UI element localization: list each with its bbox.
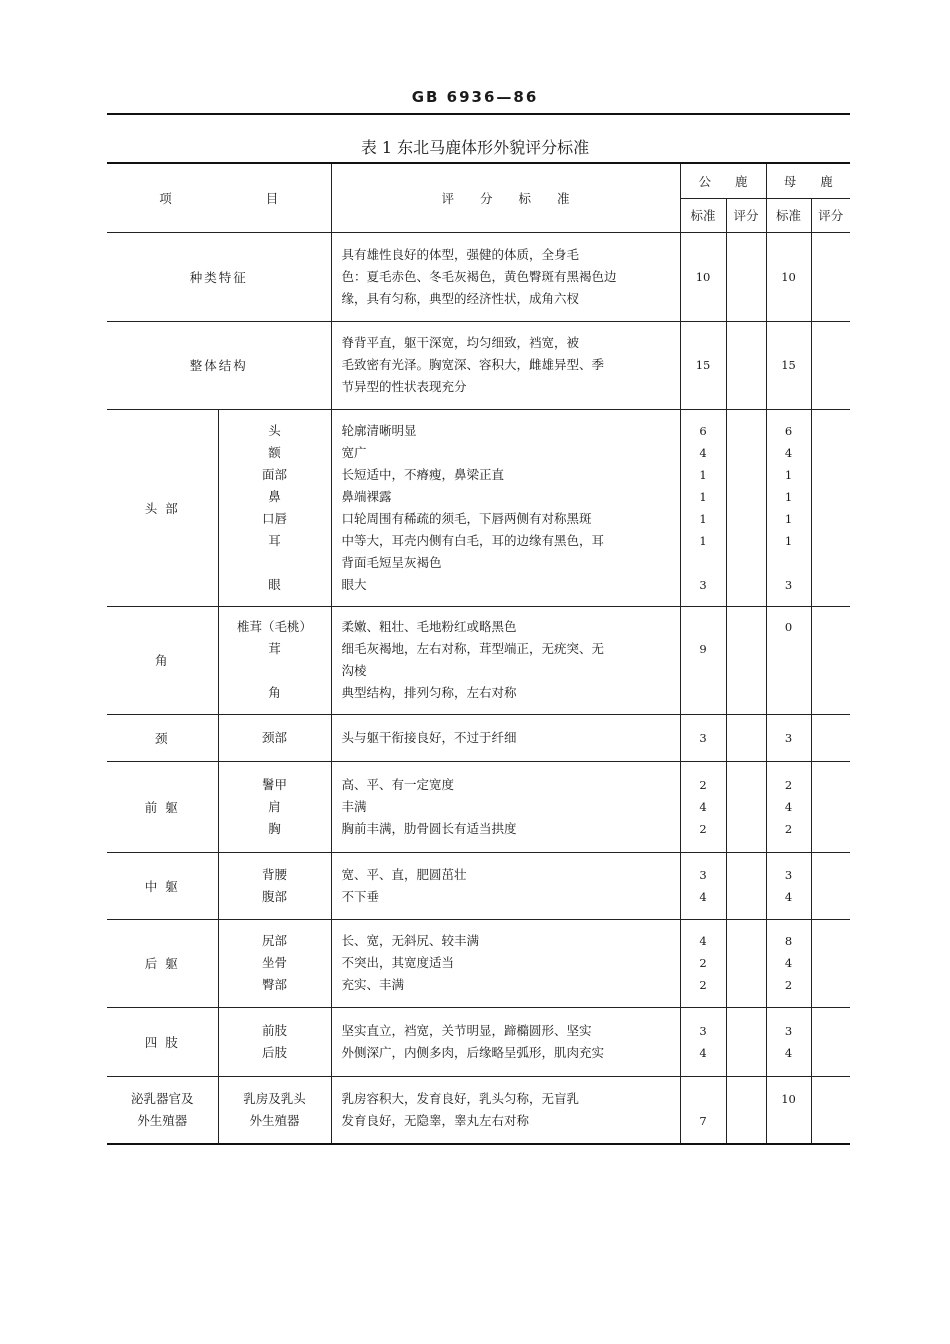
female-standard-line: 2 [784, 821, 793, 836]
sub-item [218, 852, 331, 919]
criteria-text [331, 1007, 680, 1076]
sub-item [218, 409, 331, 606]
sub-item-line: 后肢 [262, 1044, 288, 1060]
female-score [811, 1076, 850, 1144]
male-standard [680, 714, 726, 761]
female-standard [766, 761, 811, 852]
criteria-text-line: 具有雄性良好的体型，强健的体质，全身毛 [341, 246, 580, 262]
criteria-text [331, 714, 680, 761]
female-standard-line: 1 [784, 511, 793, 526]
criteria-text-line: 高、平、有一定宽度 [341, 776, 455, 792]
table-row [107, 852, 850, 919]
criteria-text-line: 毛致密有光泽。胸宽深、容积大，雌雄异型、季 [341, 357, 605, 372]
sub-item [218, 606, 331, 714]
male-standard-line: 1 [699, 467, 707, 482]
criteria-text [331, 321, 680, 409]
female-standard [766, 919, 811, 1007]
header-rule [107, 113, 850, 115]
table-row [107, 1007, 850, 1076]
male-standard [680, 1007, 726, 1076]
criteria-text-line: 轮廓清晰明显 [341, 422, 417, 438]
criteria-text-line: 头与躯干衔接良好，不过于纤细 [341, 729, 517, 745]
sub-item [218, 1076, 331, 1144]
male-standard-line: 1 [699, 511, 707, 526]
female-score [811, 606, 850, 714]
male-score [726, 409, 766, 606]
sub-item-line: 鼻 [268, 488, 281, 504]
criteria-text-line: 充实、丰满 [341, 977, 405, 992]
male-standard-line [681, 660, 726, 682]
male-score [726, 919, 766, 1007]
table-row [107, 1076, 850, 1144]
female-standard [766, 1076, 811, 1144]
female-score [811, 714, 850, 761]
table-row [107, 409, 850, 606]
item-label: 泌乳器官及 外生殖器 [107, 1076, 218, 1144]
male-standard-line: 3 [699, 730, 707, 745]
criteria-text [331, 606, 680, 714]
male-standard [680, 409, 726, 606]
male-standard-line: 4 [699, 889, 707, 904]
sub-item-line: 耳 [268, 532, 281, 548]
female-standard-line [767, 638, 811, 660]
criteria-text-line: 口轮周围有稀疏的须毛，下唇两侧有对称黑斑 [341, 510, 592, 526]
sub-item-line: 颈部 [262, 729, 288, 745]
female-score [811, 761, 850, 852]
male-standard [680, 321, 726, 409]
header-male-standard: 标准 [680, 198, 726, 232]
male-standard-line: 3 [699, 1023, 707, 1038]
item-label: 后 躯 [107, 919, 218, 1007]
sub-item-line: 鬐甲 [262, 776, 288, 792]
criteria-text-line: 坚实直立，裆宽，关节明显，蹄橢圆形、坚实 [341, 1022, 592, 1038]
male-score [726, 714, 766, 761]
item-label: 颈 [107, 714, 218, 761]
sub-item [218, 919, 331, 1007]
female-score [811, 852, 850, 919]
female-standard-line: 1 [784, 489, 793, 504]
male-standard-line: 4 [699, 799, 707, 814]
female-standard-line: 3 [784, 1023, 793, 1038]
female-score [811, 1007, 850, 1076]
sub-item-line: 前肢 [262, 1022, 288, 1038]
female-standard-line [767, 552, 811, 574]
male-standard [680, 606, 726, 714]
sub-item-line [219, 660, 331, 682]
criteria-text-line: 细毛灰褐地，左右对称，茸型端正，无疣突、无 [341, 641, 605, 656]
header-male-score: 评分 [726, 198, 766, 232]
sub-item-line [219, 552, 331, 574]
criteria-text-line: 脊背平直，躯干深宽，均匀细致，裆宽，被 [341, 335, 580, 350]
criteria-text-line: 沟棱 [341, 663, 367, 678]
male-standard-line: 9 [699, 642, 707, 656]
sub-item-line: 头 [268, 422, 281, 438]
table-row [107, 321, 850, 409]
male-standard-line: 6 [699, 423, 707, 438]
document-code: GB 6936—86 [411, 88, 539, 106]
item-label: 种类特征 [107, 232, 331, 321]
male-score [726, 321, 766, 409]
table-row [107, 606, 850, 714]
male-standard-line: 2 [699, 978, 707, 992]
male-standard [680, 232, 726, 321]
female-standard-line: 4 [784, 799, 793, 814]
male-standard-line: 3 [699, 577, 707, 592]
male-score [726, 606, 766, 714]
female-standard [766, 714, 811, 761]
table-row [107, 761, 850, 852]
sub-item-line: 面部 [262, 466, 288, 482]
table-title: 表 1 东北马鹿体形外貌评分标准 [360, 138, 590, 157]
female-standard [766, 321, 811, 409]
sub-item-line: 背腰 [262, 866, 288, 882]
female-standard-line: 6 [784, 423, 793, 438]
male-score [726, 761, 766, 852]
female-standard-line [767, 1110, 811, 1132]
male-standard [680, 1076, 726, 1144]
sub-item-line: 外生殖器 [249, 1112, 300, 1128]
criteria-text-line: 缘，具有匀称，典型的经济性状，成角六杈 [341, 290, 580, 306]
sub-item-line: 椎茸（毛桃） [237, 619, 313, 634]
sub-item [218, 1007, 331, 1076]
female-standard-line: 4 [784, 889, 793, 904]
table-row [107, 714, 850, 761]
female-standard [766, 852, 811, 919]
criteria-text-line: 色：夏毛赤色、冬毛灰褐色，黄色臀斑有黑褐色边 [341, 268, 617, 284]
male-score [726, 232, 766, 321]
criteria-text-line: 长短适中，不瘠瘦，鼻梁正直 [341, 466, 505, 482]
male-standard-line: 4 [699, 1045, 707, 1060]
female-standard-line [767, 660, 811, 682]
scoring-table [107, 162, 850, 1145]
male-standard-line: 1 [699, 489, 707, 504]
male-standard [680, 919, 726, 1007]
sub-item-line: 角 [268, 685, 281, 700]
female-standard [766, 232, 811, 321]
female-score [811, 232, 850, 321]
sub-item-line: 胸 [268, 820, 281, 836]
criteria-text-line: 发育良好，无隐睾，睾丸左右对称 [341, 1112, 530, 1128]
female-standard-line: 4 [784, 956, 793, 970]
male-standard-line: 4 [699, 934, 707, 948]
criteria-text-line: 外侧深广，内侧多肉，后缘略呈弧形，肌肉充实 [341, 1044, 605, 1060]
criteria-text-line: 乳房容积大，发育良好，乳头匀称，无盲乳 [341, 1090, 580, 1106]
criteria-text-line: 宽、平、直，肥圆茁壮 [341, 866, 467, 882]
male-standard-line: 4 [699, 445, 707, 460]
table-row [107, 919, 850, 1007]
criteria-text [331, 761, 680, 852]
criteria-text [331, 919, 680, 1007]
item-label: 整体结构 [107, 321, 331, 409]
sub-item-line: 口唇 [262, 510, 288, 526]
criteria-text-line: 不突出，其宽度适当 [341, 955, 455, 970]
female-standard-line: 4 [784, 445, 793, 460]
criteria-text-line: 不下垂 [341, 888, 380, 904]
item-label: 四 肢 [107, 1007, 218, 1076]
female-standard-line: 3 [784, 577, 793, 592]
sub-item-line: 额 [268, 444, 281, 460]
female-standard-line: 8 [784, 934, 793, 948]
header-female-standard: 标准 [766, 198, 811, 232]
male-standard-line: 3 [699, 867, 707, 882]
male-standard-line [681, 616, 726, 638]
sub-item-line: 尻部 [262, 933, 288, 948]
criteria-text-line: 长、宽，无斜尻、较丰满 [341, 933, 480, 948]
male-standard-line [681, 552, 726, 574]
female-standard-line: 2 [784, 777, 793, 792]
female-standard-line: 3 [784, 730, 793, 745]
criteria-text-line: 典型结构，排列匀称，左右对称 [341, 685, 517, 700]
header-item: 项 目 [107, 163, 331, 232]
table-row [107, 232, 850, 321]
criteria-text-line: 丰满 [341, 798, 367, 814]
criteria-text [331, 1076, 680, 1144]
header-female-score: 评分 [811, 198, 850, 232]
sub-item-line: 臀部 [262, 977, 288, 992]
sub-item-line: 茸 [268, 641, 281, 656]
female-standard-line: 4 [784, 1045, 793, 1060]
female-standard [766, 1007, 811, 1076]
sub-item-line: 眼 [268, 576, 281, 592]
female-standard [766, 409, 811, 606]
female-standard-line: 10 [781, 1091, 796, 1106]
criteria-text-line: 中等大，耳壳内侧有白毛，耳的边缘有黑色，耳 [341, 532, 605, 548]
female-score [811, 409, 850, 606]
female-standard-line: 1 [784, 533, 793, 548]
male-standard-line: 2 [699, 956, 707, 970]
criteria-text-line: 背面毛短呈灰褐色 [341, 554, 442, 570]
header-male: 公 鹿 [680, 163, 766, 198]
item-label: 前 躯 [107, 761, 218, 852]
criteria-text [331, 409, 680, 606]
male-standard [680, 761, 726, 852]
criteria-text-line: 眼大 [341, 576, 367, 592]
male-standard-line [681, 1088, 726, 1110]
female-score [811, 919, 850, 1007]
male-standard-line: 7 [699, 1113, 707, 1128]
male-score [726, 852, 766, 919]
criteria-text-line: 柔嫩、粗壮、毛地粉红或略黑色 [341, 619, 517, 634]
sub-item [218, 761, 331, 852]
sub-item [218, 714, 331, 761]
header-female: 母 鹿 [766, 163, 850, 198]
female-standard-line [767, 682, 811, 704]
female-standard-line: 1 [784, 467, 793, 482]
female-standard-line: 2 [784, 978, 793, 992]
female-score [811, 321, 850, 409]
male-standard-line: 1 [699, 533, 707, 548]
female-standard [766, 606, 811, 714]
male-standard [680, 852, 726, 919]
male-score [726, 1007, 766, 1076]
male-standard-line: 2 [699, 821, 707, 836]
male-score [726, 1076, 766, 1144]
criteria-text [331, 232, 680, 321]
male-standard-line: 10 [695, 269, 711, 284]
criteria-text-line: 鼻端裸露 [341, 488, 392, 504]
criteria-text-line: 节异型的性状表现充分 [341, 379, 467, 394]
sub-item-line: 肩 [268, 798, 281, 814]
sub-item-line: 腹部 [262, 888, 288, 904]
item-label: 角 [107, 606, 218, 714]
header-criteria: 评 分 标 准 [331, 163, 680, 232]
criteria-text-line: 宽广 [341, 444, 367, 460]
male-standard-line: 15 [695, 358, 711, 372]
sub-item-line: 乳房及乳头 [243, 1090, 306, 1106]
female-standard-line: 15 [781, 358, 796, 372]
sub-item-line: 坐骨 [262, 955, 288, 970]
male-standard-line [681, 682, 726, 704]
female-standard-line: 3 [784, 867, 793, 882]
item-label: 中 躯 [107, 852, 218, 919]
criteria-text [331, 852, 680, 919]
female-standard-line: 10 [781, 269, 796, 284]
male-standard-line: 2 [699, 777, 707, 792]
criteria-text-line: 胸前丰满，肋骨圆长有适当拱度 [341, 820, 517, 836]
female-standard-line: 0 [784, 620, 793, 634]
item-label: 头 部 [107, 409, 218, 606]
